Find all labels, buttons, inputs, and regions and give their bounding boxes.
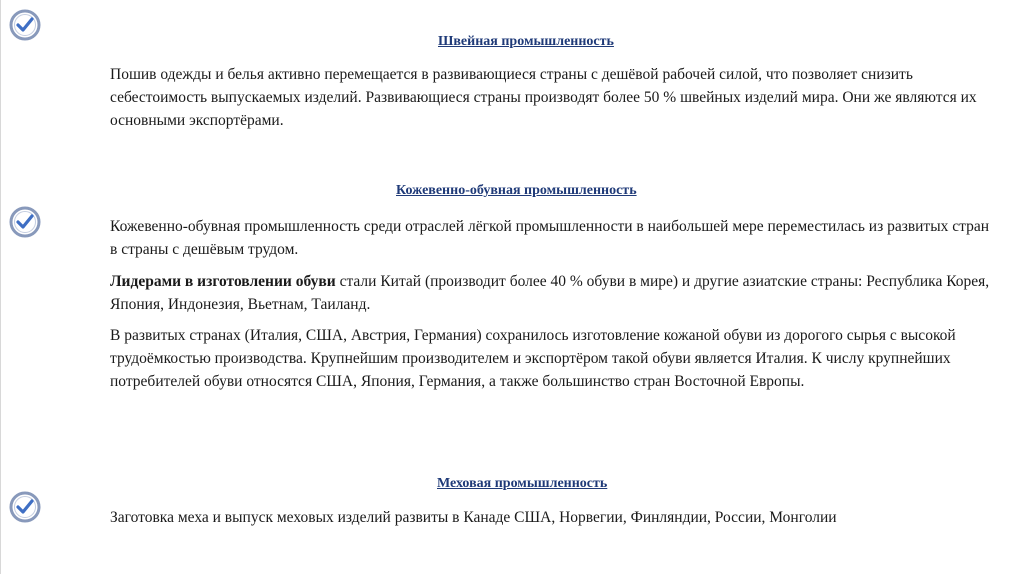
paragraph-footwear-1: Кожевенно-обувная промышленность среди отраслей лёгкой промышленности в наибольшей мере переместилась из развитых стран в страны с дешёвым трудом. [110, 218, 990, 258]
checkmark-circle-icon [8, 490, 42, 524]
paragraph-footwear-2 [110, 270, 990, 316]
left-border [0, 0, 1, 574]
checkmark-circle-icon [8, 8, 42, 42]
checkmark-circle-icon [8, 205, 42, 239]
paragraph-footwear-3: В развитых странах (Италия, США, Австрия, Германия) сохранилось изготовление кожаной обуви из дорогого сырья с высокой трудоёмкостью производства. Крупнейшим производителем и экспортёром такой обуви является Италия. К числу крупнейших потребителей обуви относятся США, Япония, Германия, а также большинство стран Восточной Европы. [110, 327, 956, 390]
footwear-leaders-bold: Лидерами в изготовлении обуви [110, 273, 336, 290]
heading-footwear-industry: Кожевенно-обувная промышленность [396, 183, 637, 198]
heading-fur-industry: Меховая промышленность [437, 476, 608, 491]
footwear-leaders-text: стали Китай (производит более 40 % обуви в мире) и другие азиатские страны: Республика Корея, Япония, Индонезия, Вьетнам, Таиланд. [110, 273, 990, 313]
paragraph-fur: Заготовка меха и выпуск меховых изделий развиты в Канаде США, Норвегии, Финляндии, России, Монголии [110, 509, 837, 526]
heading-sewing-industry: Швейная промышленность [438, 34, 614, 49]
paragraph-sewing: Пошив одежды и белья активно перемещается в развивающиеся страны с дешёвой рабочей силой, что позволяет снизить себестоимость выпускаемых изделий. Развивающиеся страны производят более 50 % швейных изделий мира. Они же являются их основными экспортёрами. [110, 66, 977, 129]
